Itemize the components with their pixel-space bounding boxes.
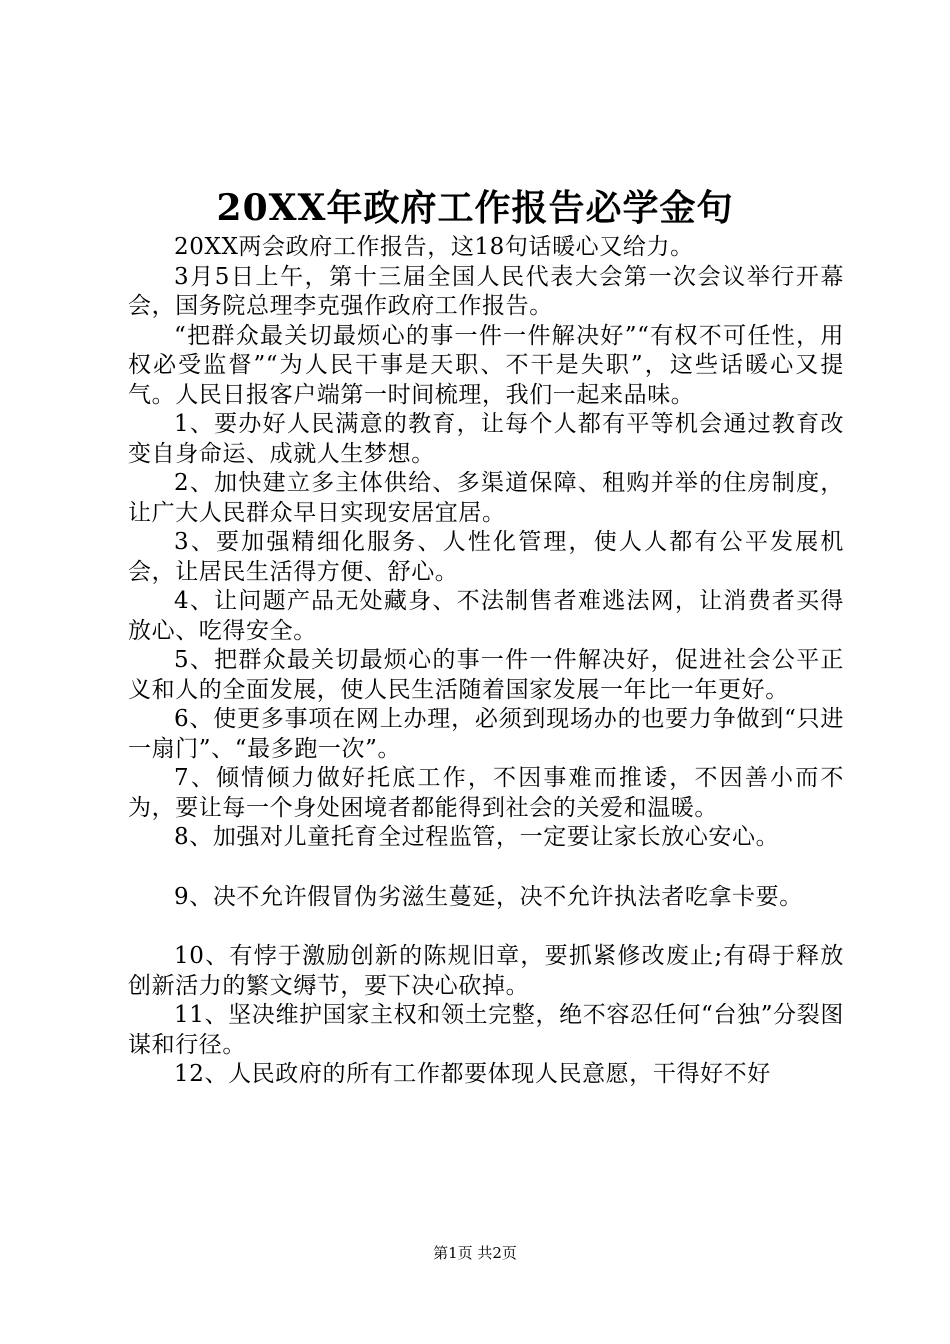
intro-paragraph: 20XX两会政府工作报告，这18句话暖心又给力。: [174, 234, 694, 260]
list-item-7: 7、倾情倾力做好托底工作，不因事难而推诿，不因善小而不为，要让每一个身处困境者都能得到社会的关爱和温暖。: [128, 765, 844, 821]
list-item-4: 4、让问题产品无处藏身、不法制售者难逃法网，让消费者买得放心、吃得安全。: [128, 588, 844, 644]
list-item-8: 8、加强对儿童托育全过程监管，一定要让家长放心安心。: [174, 824, 780, 850]
list-item-10: 10、有悖于激励创新的陈规旧章，要抓紧修改废止;有碍于释放创新活力的繁文缛节，要下决心砍掉。: [128, 943, 844, 999]
list-item-2: 2、加快建立多主体供给、多渠道保障、租购并举的住房制度，让广大人民群众早日实现安居宜居。: [128, 470, 844, 526]
quotes-paragraph: “把群众最关切最烦心的事一件一件解决好”“有权不可任性，用权必受监督”“为人民干事是天职、不干是失职”，这些话暖心又提气。人民日报客户端第一时间梳理，我们一起来品味。: [128, 322, 844, 408]
list-item-1: 1、要办好人民满意的教育，让每个人都有平等机会通过教育改变自身命运、成就人生梦想。: [128, 411, 844, 467]
list-item-3: 3、要加强精细化服务、人性化管理，使人人都有公平发展机会，让居民生活得方便、舒心。: [128, 529, 844, 585]
context-paragraph: 3月5日上午，第十三届全国人民代表大会第一次会议举行开幕会，国务院总理李克强作政府工作报告。: [128, 263, 844, 319]
list-item-12: 12、人民政府的所有工作都要体现人民意愿，干得好不好: [174, 1061, 771, 1087]
list-item-6: 6、使更多事项在网上办理，必须到现场办的也要力争做到“只进一扇门”、“最多跑一次”。: [128, 706, 844, 762]
document-body: [128, 233, 844, 1090]
list-item-5: 5、把群众最关切最烦心的事一件一件解决好，促进社会公平正义和人的全面发展，使人民生活随着国家发展一年比一年更好。: [128, 647, 844, 703]
list-item-11: 11、坚决维护国家主权和领土完整，绝不容忍任何“台独”分裂图谋和行径。: [128, 1002, 844, 1058]
list-item-9: 9、决不允许假冒伪劣滋生蔓延，决不允许执法者吃拿卡要。: [174, 883, 803, 910]
page-number-footer: 第1页 共2页: [433, 1244, 517, 1262]
page-title: 20XX年政府工作报告必学金句: [216, 187, 734, 229]
